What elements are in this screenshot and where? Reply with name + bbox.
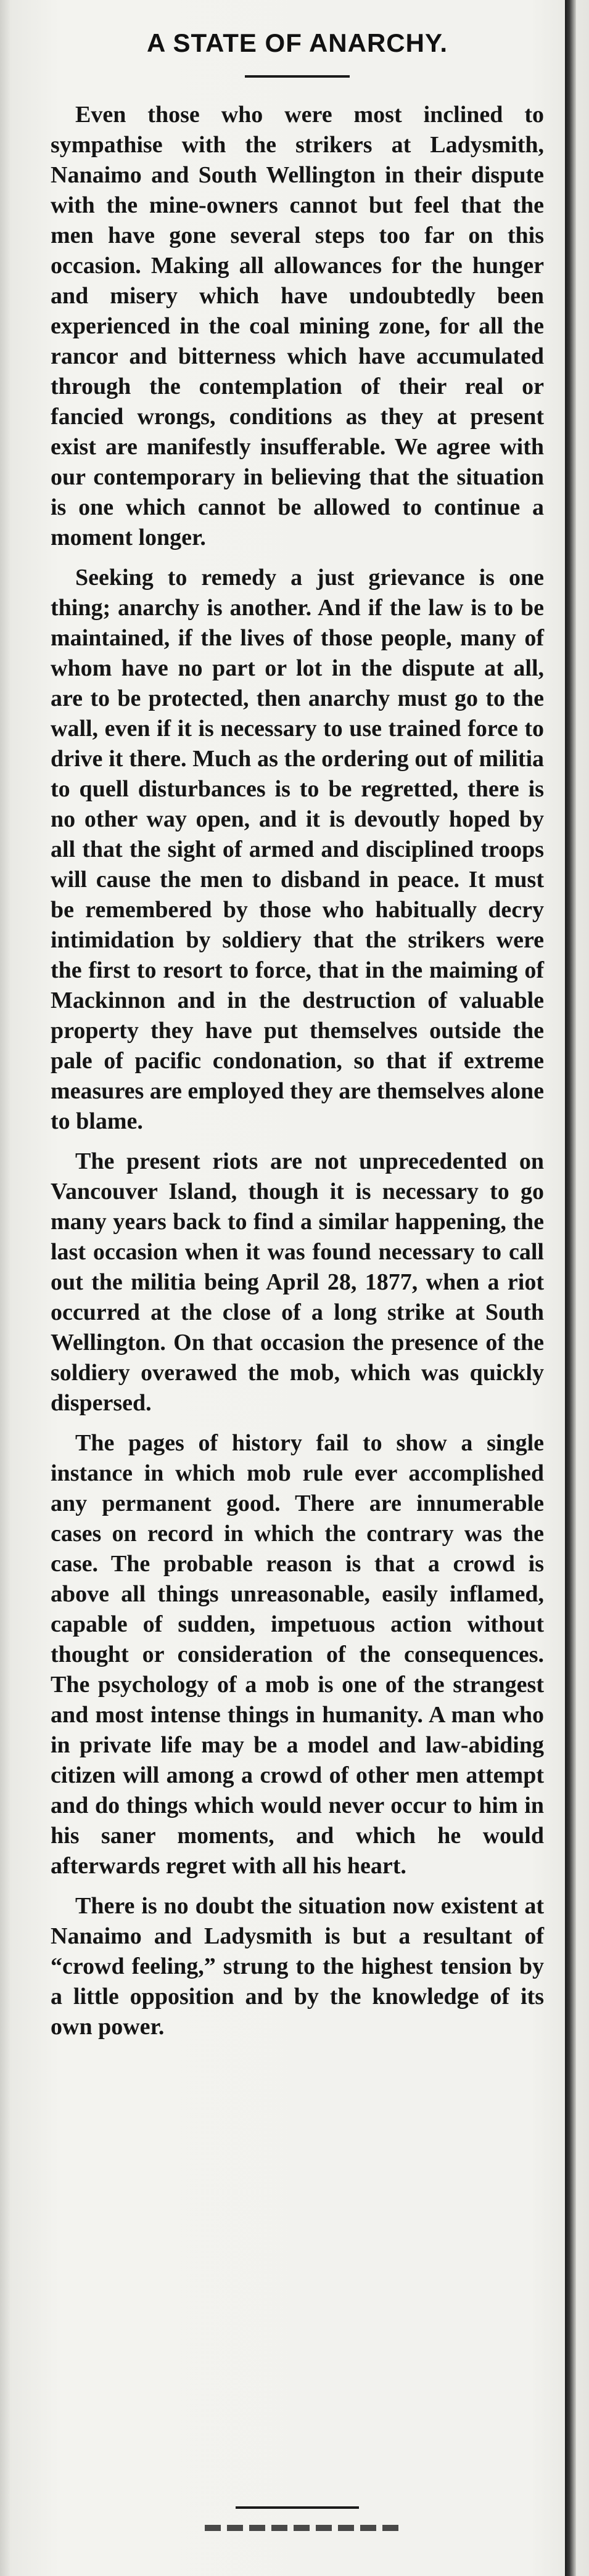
- editorial-article: [51, 28, 544, 2531]
- title-divider-rule: [245, 75, 350, 78]
- paragraph-4: The pages of history fail to show a single instance in which mob rule ever accomplished any permanent good. There are innumerable cases on record in which the contrary was the case. The probable reason is that a crowd is above all things unreasonable, easily inflamed, capable of sudden, impetuous action without thought or consideration of the consequences. The psychology of a mob is one of the strangest and most intense things in humanity. A man who in private life may be a model and law-abiding citizen will among a crowd of other men attempt and do things which would never occur to him in his saner moments, and which he would afterwards regret with all his heart.: [51, 1430, 544, 1879]
- cropped-next-heading: [205, 2520, 402, 2531]
- paragraph-2: Seeking to remedy a just grievance is one thing; anarchy is another. And if the law is to be maintained, if the lives of those people, many of whom have no part or lot in the dispute at all, are to be protected, then anarchy must go to the wall, even if it is necessary to use trained force to drive it there. Much as the ordering out of militia to quell disturbances is to be regretted, there is no other way open, and it is devoutly hoped by all that the sight of armed and disciplined troops will cause the men to disband in peace. It must be remembered by those who habitually decry intimidation by soldiery that the strikers were the first to resort to force, that in the maiming of Mackinnon and in the destruction of valuable property they have put themselves outside the pale of pacific condonation, so that if extreme measures are employed they are themselves alone to blame.: [51, 565, 544, 1134]
- left-page-edge: [0, 0, 10, 2576]
- article-title: A STATE OF ANARCHY.: [147, 28, 448, 57]
- paragraph-5: There is no doubt the situation now existent at Nanaimo and Ladysmith is but a resultant of “crowd feeling,” strung to the highest tension by a little opposition and by the knowledge of its own power.: [51, 1893, 544, 2040]
- paragraph-1: Even those who were most inclined to sympathise with the strikers at Ladysmith, Nanaimo and South Wellington in their dispute with the mine-owners cannot but feel that the men have gone several steps too far on this occasion. Making all allowances for the hunger and misery which have undoubtedly been experienced in the coal mining zone, for all the rancor and bitterness which have accumulated through the contemplation of their real or fancied wrongs, conditions as they at present exist are manifestly insufferable. We agree with our contemporary in believing that the situation is one which cannot be allowed to continue a moment longer.: [51, 102, 544, 550]
- paragraph-3: The present riots are not unprecedented on Vancouver Island, though it is necessary to go many years back to find a similar happening, the last occasion when it was found necessary to call out the militia being April 28, 1877, when a riot occurred at the close of a long strike at South Wellington. On that occasion the presence of the soldiery overawed the mob, which was quickly dispersed.: [51, 1148, 544, 1416]
- article-end-rule: [236, 2506, 359, 2509]
- column-divider: [565, 0, 576, 2576]
